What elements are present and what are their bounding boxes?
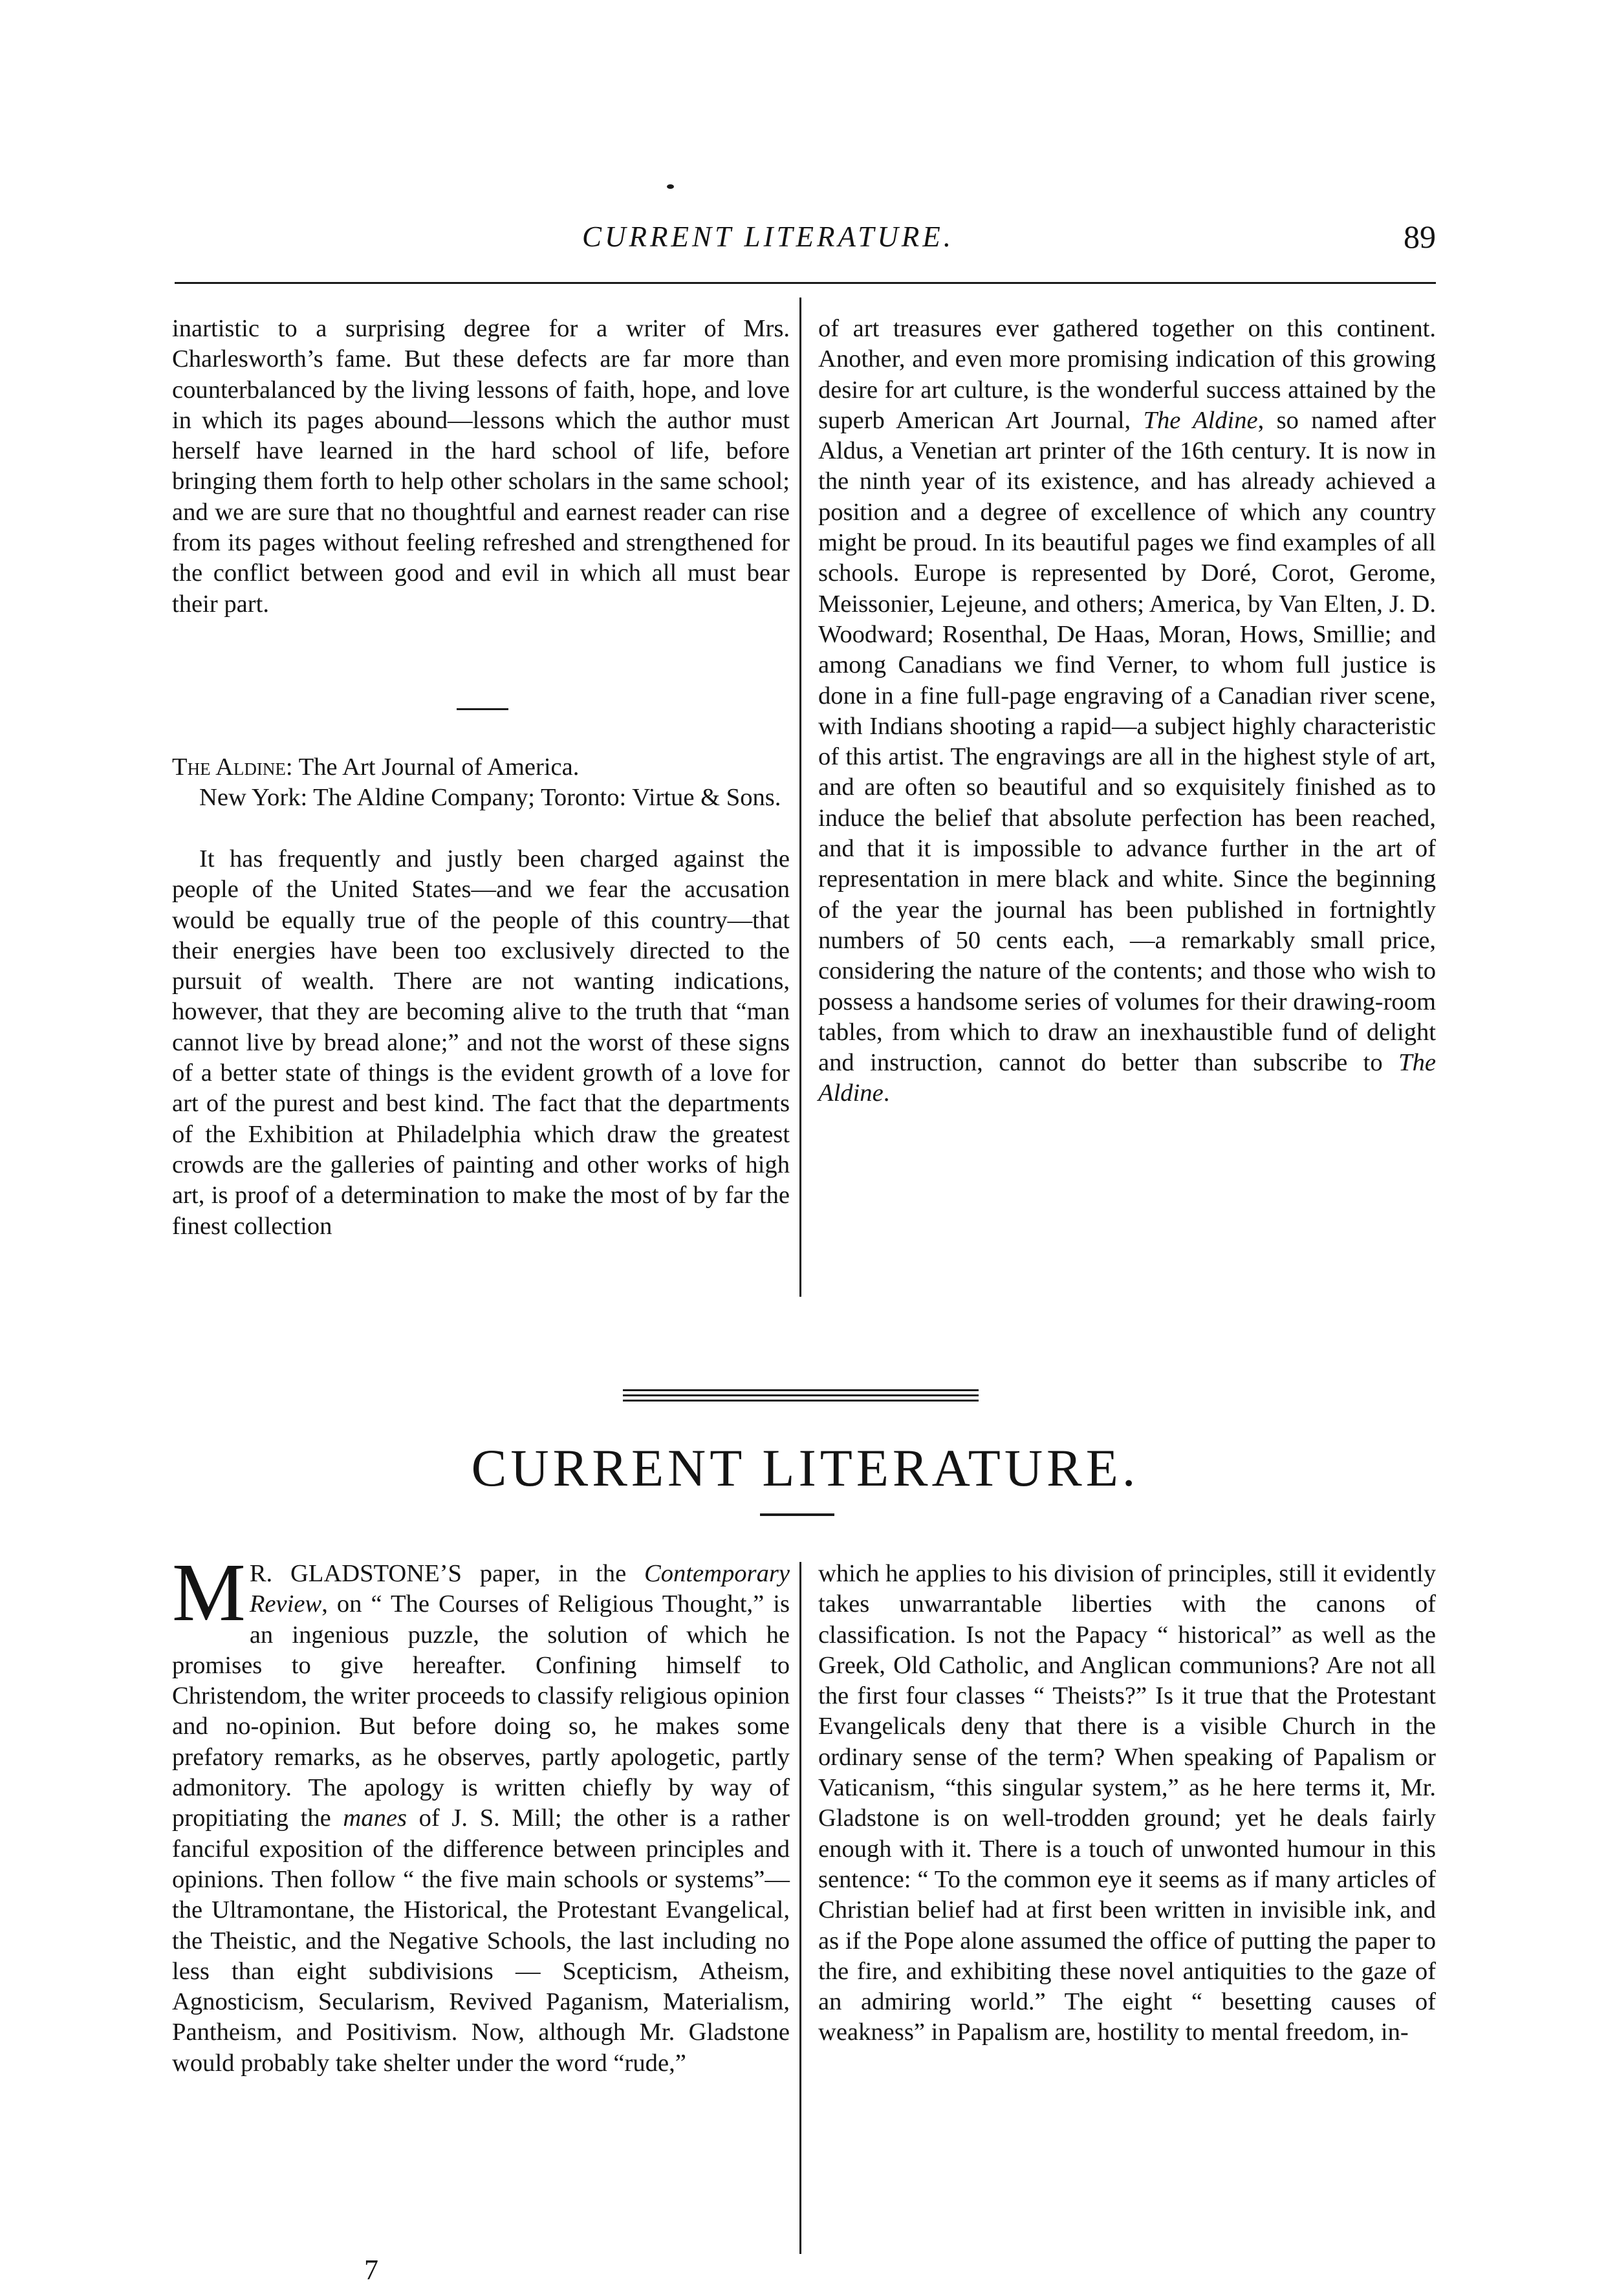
aldine-right-paragraph [818,314,1436,1109]
gladstone-left-text-2: of J. S. Mill; the other is a rather fanciful exposition of the difference between principles and opinions. Then follow “ the five main schools or systems”—the Ultramontane, the Historical, the Protestant Evangelical, the Theistic, and the Negative Schools, the last including no less than eight subdivisions — Scepticism, Atheism, Agnosticism, Secularism, Revived Paganism, Materialism, Pantheism, and Positivism. Now, although Mr. Gladstone would probably take shelter under the word “rude,” [172,1804,790,2077]
gladstone-left-column [172,1546,790,2079]
drop-cap: M [172,1546,246,1638]
aldine-review-left-column [172,844,790,1242]
aldine-review-heading [172,752,790,814]
previous-review-ending [172,314,790,620]
aldine-right-text-2: , so named after Aldus, a Venetian art printer of the 16th century. It is now in the ninth year of its existence, and has already achieved a position and a degree of excellence of which any country might be proud. In its beautiful pages we find examples of all schools. Europe is represented by Doré, Corot, Gerome, Meissonier, Lejeune, and others; America, by Van Elten, J. D. Woodward; Rosenthal, De Haas, Moran, Hows, Smillie; and among Canadians we find Verner, to whom full justice is done in a fine full-page engraving of a Canadian river scene, with Indians shooting a rapid—a subject highly characteristic of this artist. The engravings are all in the highest style of art, and are often so beautiful and so exquisitely finished as to induce the belief that absolute perfection has been reached, and that it is impossible to advance further in the art of representation in mere black and white. Since the beginning of the year the journal has been published in fortnightly numbers of 50 cents each, —a remarkably small price, considering the nature of the contents; and those who wish to possess a handsome series of volumes for their drawing-room tables, from which to draw an inexhaustible fund of delight and instruction, cannot do better than subscribe to [818,406,1436,1077]
gladstone-left-text-1: , on “ The Courses of Religious Thought,” is an ingenious puzzle, the solution of which he promises to give hereafter. Confining himself to Christendom, the writer proceeds to classify religious opinion and no-opinion. But before doing so, he makes some prefatory remarks, as he observes, partly apologetic, partly admonitory. The apology is written chiefly by way of propitiating the [172,1590,790,1832]
section-title-rule [760,1513,834,1516]
aldine-heading-imprint: New York: The Aldine Company; Toronto: Virtue & Sons. [199,784,781,812]
section-rule-2 [623,1394,979,1396]
contemporary-review-title: Contemporary Review [249,1560,790,1618]
ornament-dot [667,184,674,189]
running-head [175,213,1436,260]
review-separator-rule [457,708,508,710]
aldine-right-text-1: of art treasures ever gathered together on this continent. Another, and even more promising indication of this growing desire for art culture, is the wonderful success attained by the superb American Art Journal, [818,315,1436,434]
manes-word: manes [343,1804,407,1832]
aldine-review-right-column [818,314,1436,1109]
gladstone-right-column [818,1559,1436,2048]
aldine-italic-title-1: The Aldine [1143,406,1258,434]
section-rule-3 [623,1400,979,1402]
gladstone-left-paragraph [172,1546,790,2079]
section-rule-1 [623,1389,979,1391]
aldine-right-text-3: . [883,1079,890,1107]
section-title: CURRENT LITERATURE. [471,1438,1140,1497]
header-rule [175,282,1436,284]
gladstone-opening: R. GLADSTONE’S paper, in the [249,1560,627,1587]
aldine-italic-title-2: The Aldine [818,1049,1436,1107]
column-divider-top [799,298,801,1297]
running-title: CURRENT LITERATURE. [582,221,955,253]
column-divider-bottom [799,1562,801,2254]
previous-review-text: inartistic to a surprising degree for a writer of Mrs. Charlesworth’s fame. But these defects are far more than counterbalanced by the living lessons of faith, hope, and love in which its pages abound—lessons which the author must herself have learned in the hard school of life, before bringing them forth to help other scholars in the same school; and we are sure that no thoughtful and earnest reader can rise from its pages without feeling refreshed and strengthened for the conflict between good and evil in which all must bear their part. [172,315,790,618]
aldine-heading-title: The Aldine [172,753,286,781]
signature-mark: 7 [364,2254,378,2286]
gladstone-right-text: which he applies to his division of principles, still it evidently takes unwarrantable liberties with the canons of classification. Is not the Papacy “ historical” as well as the Greek, Old Catholic, and Anglican communions? Are not all the first four classes “ Theists?” Is it true that the Protestant Evangelicals deny that there is a visible Church in the ordinary sense of the term? When speaking of Papalism or Vaticanism, “this singular system,” as he here terms it, Mr. Gladstone is on well-trodden ground; yet he deals fairly enough with it. There is a touch of unwonted humour in this sentence: “ To the common eye it seems as if many articles of Christian belief had at first been written in invisible ink, and as if the Pope alone assumed the office of putting the paper to the fire, and exhibiting these novel antiquities to the gaze of an admiring world.” The eight “ besetting causes of weakness” in Papalism are, hostility to mental freedom, in- [818,1560,1436,2046]
page-number: 89 [1404,219,1436,255]
aldine-heading-rest: : The Art Journal of America. [285,753,580,781]
aldine-left-text: It has frequently and justly been charged against the people of the United States—and we fear the accusation would be equally true of the people of this country—that their energies have been too exclusively directed to the pursuit of wealth. There are not wanting indications, however, that they are becoming alive to the truth that “man cannot live by bread alone;” and not the worst of these signs of a better state of things is the evident growth of a love for art of the purest and best kind. The fact that the departments of the Exhibition at Philadelphia which draw the greatest crowds are the galleries of painting and other works of high art, is proof of a determination to make the most of by far the finest collection [172,845,790,1240]
